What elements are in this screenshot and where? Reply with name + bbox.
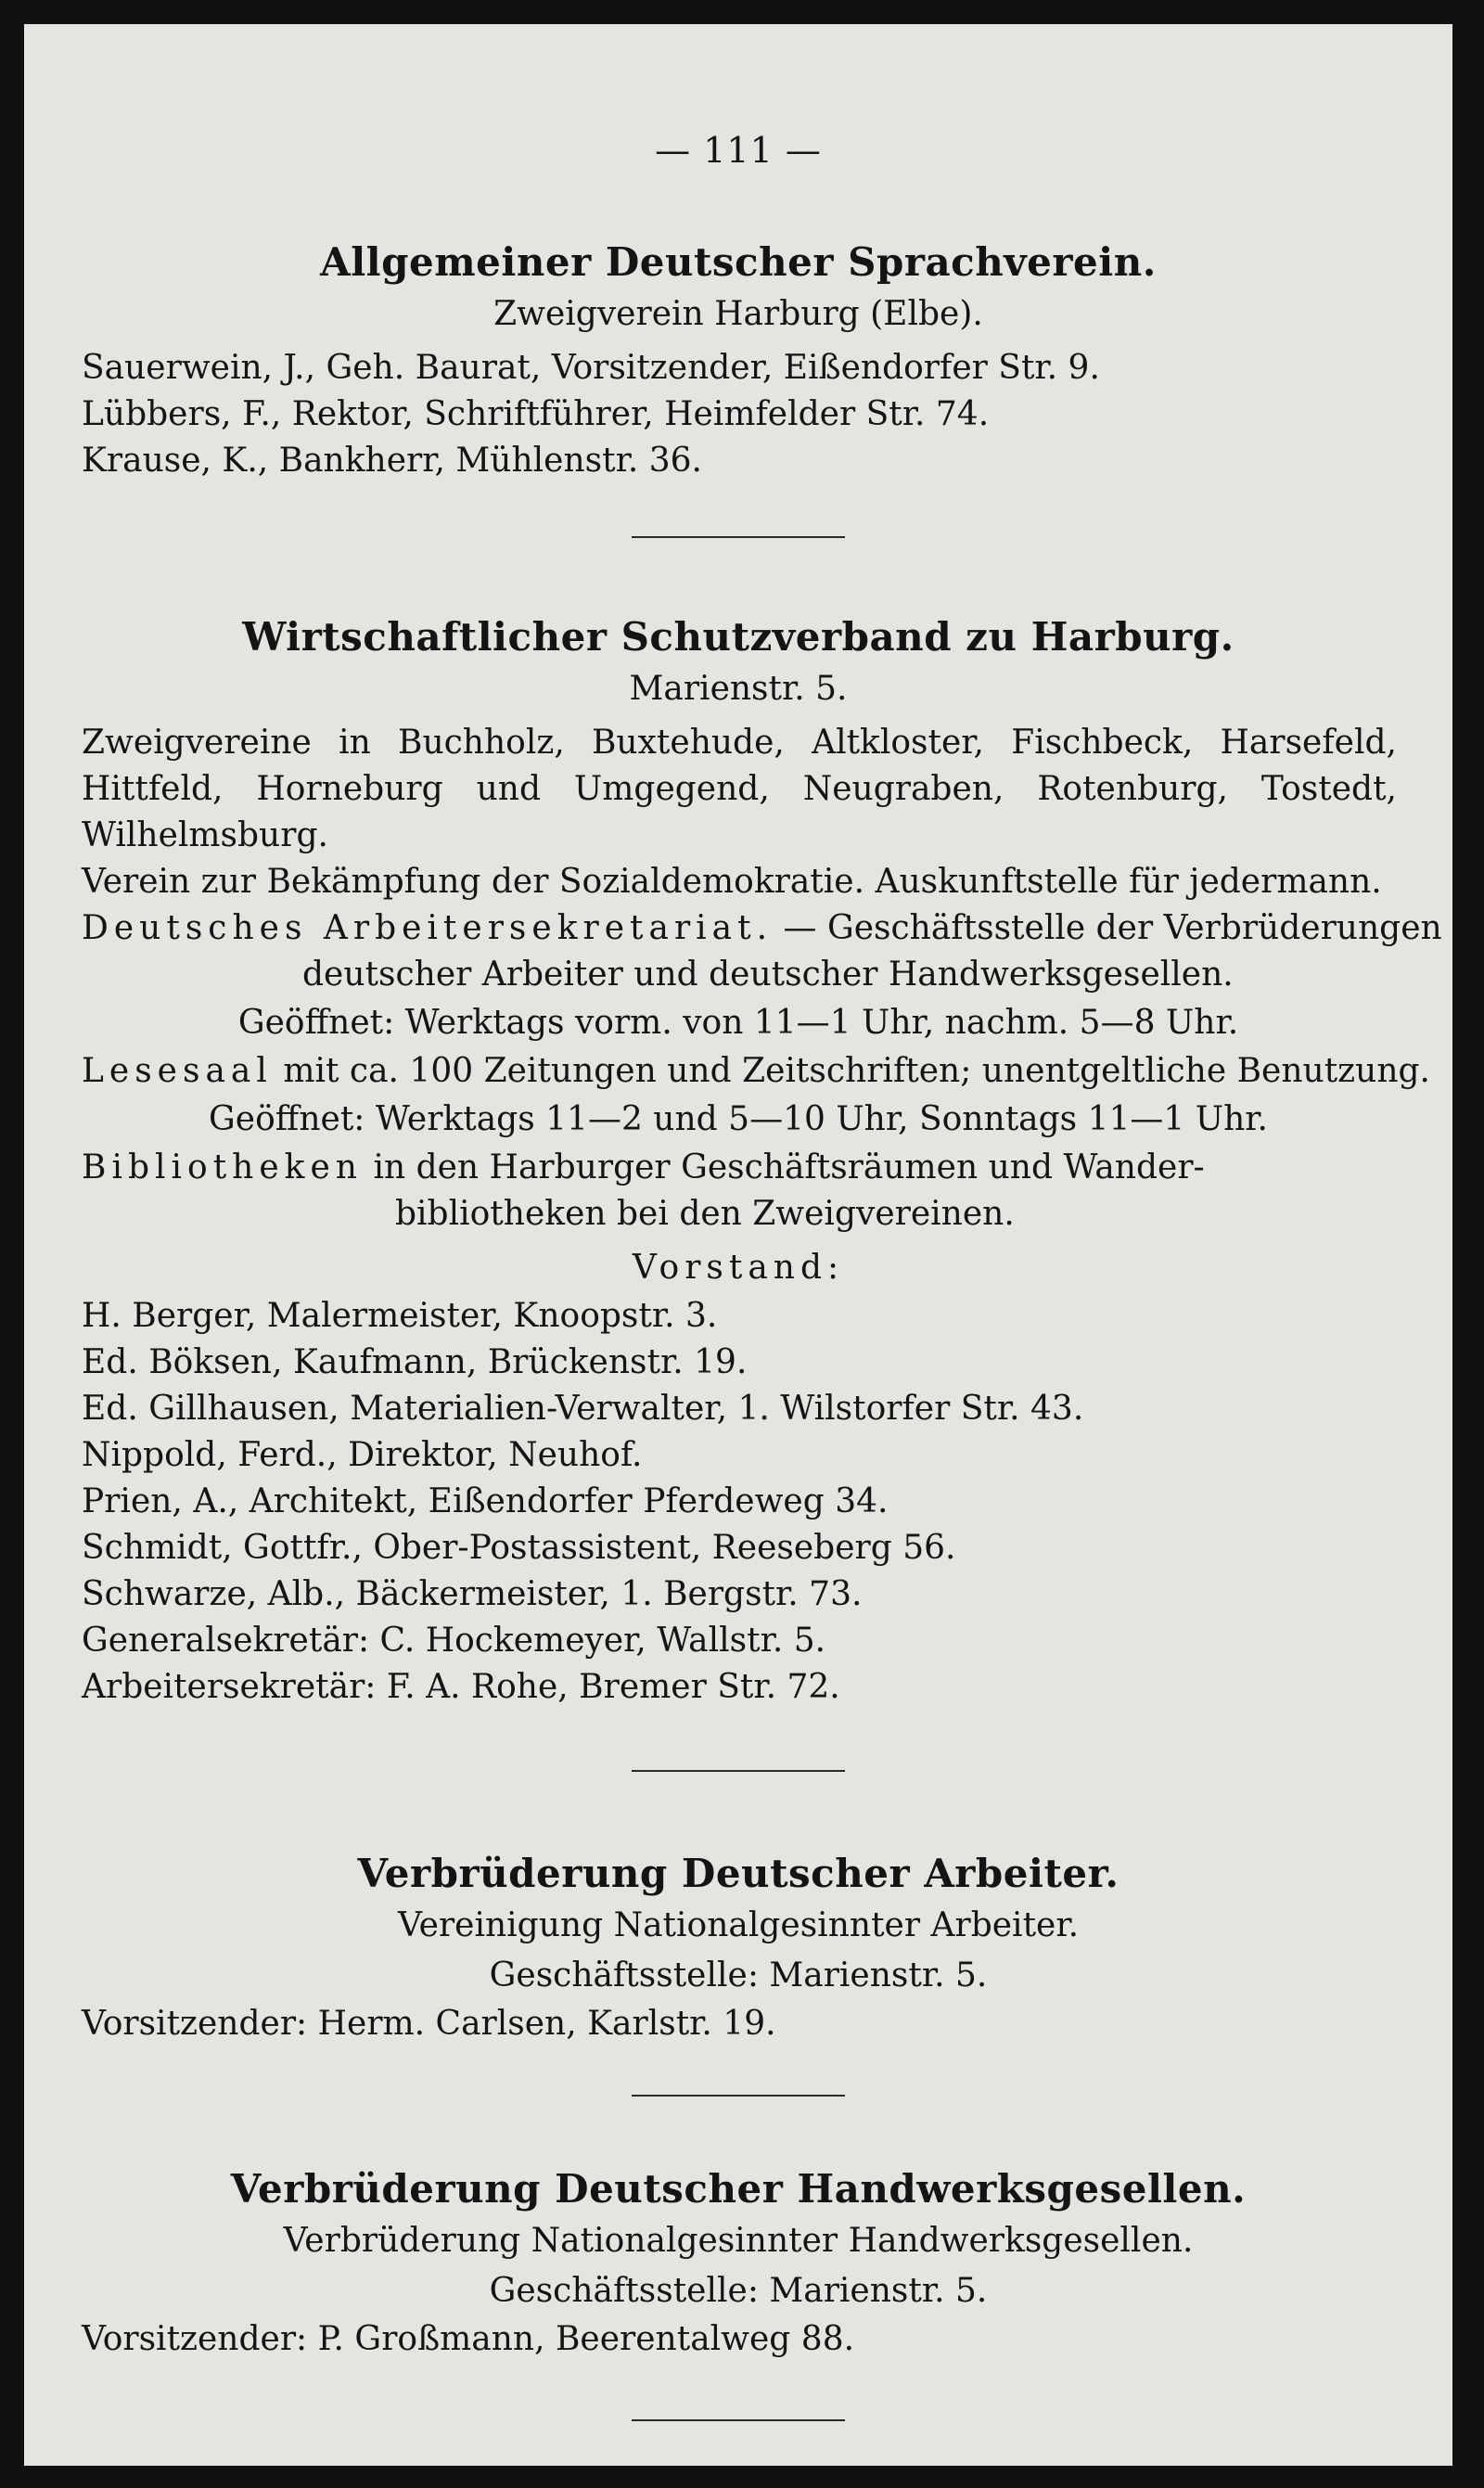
reading-room-hours: Geöffnet: Werktags 11—2 und 5—10 Uhr, Sonntags 11—1 Uhr. xyxy=(209,1100,1268,1138)
secretariat-hours: Geöffnet: Werktags vorm. von 11—1 Uhr, nachm. 5—8 Uhr. xyxy=(237,1004,1239,1042)
section-divider xyxy=(632,1770,845,1772)
libraries-line xyxy=(24,1145,1452,1191)
member-line: Sauerwein, J., Geh. Baurat, Vorsitzender, Eißendorfer Str. 9. xyxy=(82,349,1100,387)
libraries-continuation: bibliotheken bei den Zweigvereinen. xyxy=(395,1195,1015,1233)
section-subtitle: Verbrüderung Nationalgesinnter Handwerksgesellen. xyxy=(283,2222,1194,2260)
reading-room-line xyxy=(24,1048,1452,1095)
page-number: — 111 — xyxy=(655,130,822,171)
reading-room-lead: Lesesaal xyxy=(82,1052,273,1090)
section-subtitle: Zweigverein Harburg (Elbe). xyxy=(493,295,983,333)
board-member: Generalsekretär: C. Hockemeyer, Wallstr. 5. xyxy=(82,1622,826,1660)
section-title: Verbrüderung Deutscher Handwerksgesellen. xyxy=(230,2166,1247,2212)
libraries-rest: in den Harburger Geschäftsräumen und Wander- xyxy=(373,1148,1205,1186)
section-office: Geschäftsstelle: Marienstr. 5. xyxy=(489,1956,988,1994)
board-member: Schwarze, Alb., Bäckermeister, 1. Bergstr. 73. xyxy=(82,1575,863,1613)
section-subtitle: Vereinigung Nationalgesinnter Arbeiter. xyxy=(397,1906,1080,1944)
libraries-lead: Bibliotheken xyxy=(82,1148,363,1186)
section-divider xyxy=(632,2419,845,2421)
section-handwerksgesellen xyxy=(24,2162,1452,2363)
section-office: Geschäftsstelle: Marienstr. 5. xyxy=(489,2272,988,2310)
branches-paragraph: Zweigvereine in Buchholz, Buxtehude, Altkloster, Fischbeck, Harsefeld, Hittfeld, Horneburg und Umgegend, Neugraben, Rotenburg, Tostedt, Wilhelmsburg. xyxy=(82,724,1397,854)
section-schutzverband xyxy=(24,610,1452,1711)
board-member: Ed. Gillhausen, Materialien-Verwalter, 1. Wilstorfer Str. 43. xyxy=(82,1390,1084,1428)
reading-room-rest: mit ca. 100 Zeitungen und Zeitschriften; unentgeltliche Benutzung. xyxy=(283,1052,1430,1090)
section-title: Wirtschaftlicher Schutzverband zu Harburg. xyxy=(242,614,1235,660)
secretariat-lead: Deutsches Arbeitersekretariat. xyxy=(82,909,774,947)
secretariat-rest: — Geschäftsstelle der Verbrüderungen xyxy=(783,909,1442,947)
board-heading: Vorstand: xyxy=(632,1249,845,1287)
member-line: Krause, K., Bankherr, Mühlenstr. 36. xyxy=(82,442,702,480)
section-title: Verbrüderung Deutscher Arbeiter. xyxy=(357,1851,1119,1896)
book-page xyxy=(24,24,1452,2466)
board-member: H. Berger, Malermeister, Knoopstr. 3. xyxy=(82,1297,718,1335)
section-sprachverein xyxy=(24,236,1452,484)
board-member: Arbeitersekretär: F. A. Rohe, Bremer Str. 72. xyxy=(82,1668,840,1706)
section-title: Allgemeiner Deutscher Sprachverein. xyxy=(320,239,1157,285)
section-chair: Vorsitzender: P. Großmann, Beerentalweg 88. xyxy=(82,2320,855,2358)
member-line: Lübbers, F., Rektor, Schriftführer, Heimfelder Str. 74. xyxy=(82,395,990,433)
board-member: Ed. Böksen, Kaufmann, Brückenstr. 19. xyxy=(82,1343,748,1381)
section-address: Marienstr. 5. xyxy=(629,670,848,708)
section-chair: Vorsitzender: Herm. Carlsen, Karlstr. 19. xyxy=(82,2005,776,2043)
section-arbeiter xyxy=(24,1847,1452,2047)
section-divider xyxy=(632,2095,845,2097)
board-member: Schmidt, Gottfr., Ober-Postassistent, Reeseberg 56. xyxy=(82,1529,956,1567)
board-member: Nippold, Ferd., Direktor, Neuhof. xyxy=(82,1436,643,1474)
secretariat-line xyxy=(24,905,1452,952)
secretariat-continuation: deutscher Arbeiter und deutscher Handwerksgesellen. xyxy=(302,955,1234,994)
association-paragraph: Verein zur Bekämpfung der Sozialdemokratie. Auskunftstelle für jedermann. xyxy=(82,863,1382,901)
section-divider xyxy=(632,536,845,538)
board-member: Prien, A., Architekt, Eißendorfer Pferdeweg 34. xyxy=(82,1482,889,1520)
